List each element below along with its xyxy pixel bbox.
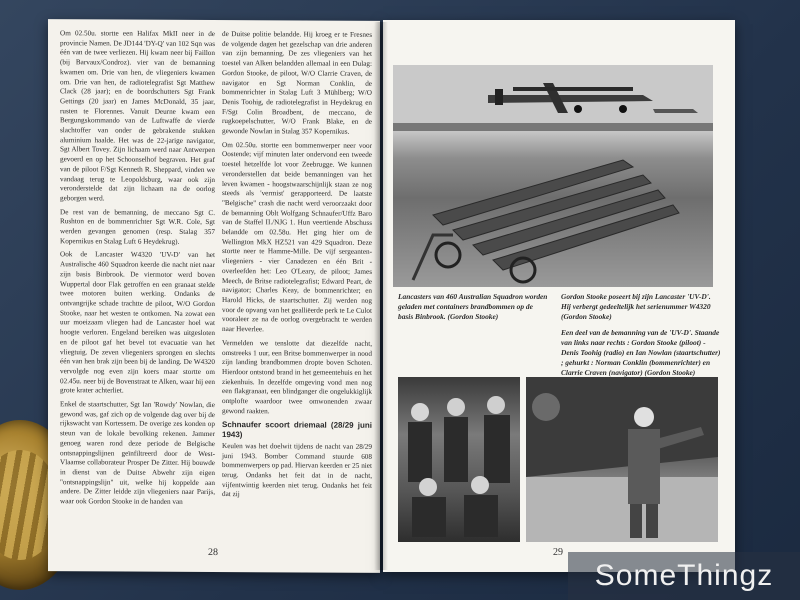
paragraph: Ook de Lancaster W4320 'UV-D' van het Australische 460 Squadron keerde die nacht niet naar zijn basis Binbrook. De viermotor werd boven Wuppertal door Flak getroffen en een granaat stelde twee motoren buiten werking. Ondanks de ontvangrijke schade trachtte de piloot, W/O Gordon Stooke, naar het westen te ontkomen. Na zowat een uur moeizaam vliegen had de Lancaster hoel wat hoogte verloren. Engeland bereiken was uitgesloten en de piloot gaf het bevel tot evacuatie van het vliegtuig. De zeven vliegeniers sprongen en slechts één van hen brak zijn been bij de landing. De W4320 vervolgde nog even zijn koers maar stortte om 02.45u. neer bij de Bovenstraat te Alken, waar hij een grote krater achterliet. — [60, 250, 215, 395]
photo-caption: Lancasters van 460 Australian Squadron worden geladen met containers brandbommen op de basis Binbrook. (Gordon Stooke) — [398, 292, 548, 321]
photo-caption-part: Een deel van de bemanning van de 'UV-D'. Staande van links naar rechts : Gordon Stooke (piloot) - Denis Toohig (radio) en Ian Nowlan (staartschutter) ; gehurkt : Norman Conklin (bommenrichter) en Clarrie Craven (navigator) (Gordon Stooke) — [561, 328, 721, 377]
left-page — [48, 19, 380, 573]
paragraph: Vermelden we tenslotte dat diezelfde nacht, omstreeks 1 uur, een Britse bommenwerper in nood zijn landing brandbommen dropte boven Schoten. Hierdoor ontstond brand in het gemeentehuis en het ziekenhuis. In dezelfde omgeving vond men nog een flakgranaat, een blindganger die ongelukkiglijk ontplofte waardoor twee omwonenden zwaar gewond raakten. — [222, 338, 372, 416]
photo-lancasters-bomb-containers — [393, 65, 713, 287]
page-number: 28 — [208, 546, 218, 559]
watermark: SomeThingz — [568, 552, 800, 600]
left-page-column-1 — [60, 29, 215, 512]
paragraph: Keulen was het doelwit tijdens de nacht van 28/29 juni 1943. Bomber Command stuurde 608 bommenwerpers op pad. Hiervan keerden er 25 niet terug. Ondanks het feit dat in de nacht, vijfentwintig keerden niet terug. Ondanks het feit dat zij — [222, 441, 372, 499]
section-heading: Schnaufer scoort driemaal (28/29 juni 1943) — [222, 420, 372, 440]
book-gutter — [374, 22, 388, 570]
right-page — [383, 20, 735, 572]
photo-stooke-drawing — [526, 377, 718, 542]
paragraph: Om 02.50u. stortte een bommenwerper neer voor Oostende; vijf minuten later ondervond een tweede toestel hetzelfde lot voor Zeebrugge. We kunnen veronderstellen dat beide bemanningen van het leven kwamen - hoogstwaarschijnlijk staan ze nog steeds als 'vermist' gerapporteerd. De laatste "Belgische" crash die nacht werd veroorzaakt door de bemanning Oblt Wolfgang Schnaufer/Uffz Baro van de Staffel II./NJG 1. Hun veertiende Abschuss belandde om 02.58u. Het ging hier om de Wellington MkX HZ521 van 429 Squadron. Deze stortte neer te Hamme-Mille. De vijf sergeanten-vliegeniers - vier Canadezen en één Brit - overleefden het: Leo O'Leary, de piloot; James Meech, de Britse radiotelegrafist; Edward Peart, de navigator; Charles Keay, de bommenrichter; en Harold Hicks, de staartschutter. Zij werden nog voor de opvang van het gealliëerde perk te Le Culot vooraleer ze na de oorlog overgebracht te werden naar Heverlee. — [222, 140, 372, 334]
left-page-column-2 — [222, 30, 372, 505]
paragraph: de Duitse politie belandde. Hij kroeg er te Fresnes de volgende dagen het gezelschap van drie anderen van zijn bemanning. De zes vliegeniers van het toestel van Alken belandden allemaal in een Dulag: Gordon Stooke, de piloot, W/O Clarrie Craven, de navigator en Sgt Norman Conklin, de bommenrichter in Stalag Luft 3 Mühlberg; W/O Denis Toohig, de radiotelegrafist in Heydekrug en F/Sgt Colin Broadbent, de meccano, de rugkoepelschutter, W/O Frank Blake, en de gewonde Nowlan in Stalag 357 Kopernikus. — [222, 30, 372, 136]
photo-crew-group — [398, 377, 520, 542]
page-number: 29 — [553, 547, 563, 558]
paragraph: De rest van de bemanning, de meccano Sgt C. Rushton en de bommenrichter Sgt W.R. Cole, Sgt werden gevangen genomen (resp. Stalag 357 Kopernikus en Stalag Luft 6 Heydekrug). — [60, 207, 215, 246]
paragraph: Enkel de staartschutter, Sgt Ian 'Rowdy' Nowlan, die gewond was, gaf zich op de volgende dag over bij de rijkswacht van Kortessem. De overige zes konden op steun van de lokale bevolking rekenen. Jammer genoeg waren rond deze periode de Belgische ontsnappingslijnen geïnfiltreerd door de West-Vlaamse collaborateur Prosper De Zitter. Hij bouwde in dienst van de Duitse Abwehr zijn eigen "ontsnappingslijn" uit, welke hij koppelde aan andere. De Zitter leidde zijn vliegeniers naar Parijs, waar ook Gordon Stooke in de handen van — [60, 400, 215, 506]
photo-caption-part: Gordon Stooke poseert bij zijn Lancaster 'UV-D'. Hij verbergt gedeeltelijk het serienummer W4320 (Gordon Stooke) — [561, 292, 711, 321]
paragraph: Om 02.50u. stortte een Halifax MkII neer in de provincie Namen. De JD144 'DY-Q' van 102 Sqn was één van de twee verliezen. Hij kwam neer bij Faillon (bij Barvaux/Condroz). vier van de bemanning kwamen om. Drie van hen, de vliegeniers kwamen om. Drie van hen, de radiotelegrafist Sgt Matthew Clack (28 jaar); en de boordschutters Sgt Frank Gettings (20 jaar) en James McDonald, 35 jaar, rusten te Florennes. Vanuit Deurne kwam een Bergungskommando van de Luftwaffe de vierde slachtoffer van onder de gebrakende stukken aluminium haalde. Het was de 22-jarige navigator, Sgt Albert Tovey. Zijn lichaam werd naar Antwerpen gevoerd en op het Schoonselhof begraven. Het graf van de piloot F/Sgt Kenneth R. Sheppard, vinden we vandaag terug te Leopoldsburg, waar ook zijn veronderstelde dat zijn lichaam na de oorlog geborgen werd. — [60, 29, 215, 203]
photo-lancasters-drawing — [393, 65, 713, 287]
photo-crew-drawing — [398, 377, 520, 542]
photo-stooke-with-lancaster — [526, 377, 718, 542]
photo-caption — [561, 292, 721, 378]
